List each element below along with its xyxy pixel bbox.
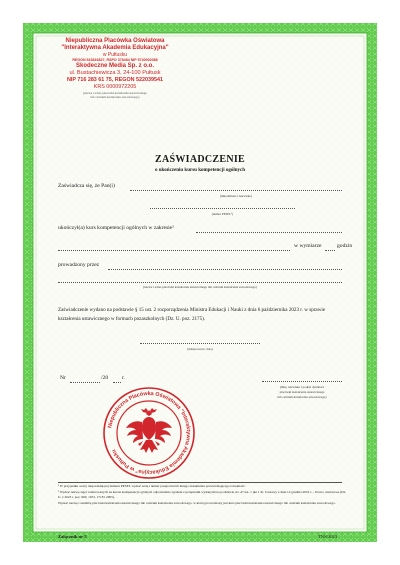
institution-caption: (nazwa i adres placówki kształcenia ustawicznego lub centrum kształcenia zawodowego) [143, 285, 257, 289]
number-suffix: r. [122, 375, 125, 381]
scope-line-1 [196, 232, 342, 233]
footnote-3: Wpisać nazwę i siedzibę placówki kształcenia ustawicznego lub centrum kształcenia zawodowego, w której prowadzony jest kurs placówki kształcenia ustawicznego lub centrum kształcenia zawodowego. [58, 501, 336, 505]
place-date-caption: (miejscowość, data) [187, 347, 213, 351]
seal-ring-text: Niepubliczna Placówka Oświatowa "Interaktywna Akademia Edukacyjna" w Pułtusku [107, 390, 192, 476]
hours-prefix: w wymiarze [294, 243, 322, 249]
institution-line-2 [58, 282, 342, 283]
pesel-caption: (numer PESEL¹) [211, 212, 234, 216]
hours-line [325, 250, 335, 251]
stamp-line-7: NIP 716 283 61 75, REGON 522039541 [66, 77, 164, 83]
stamp-line-6: ul. Bustachiewicza 3, 24-100 Pułtusk [69, 70, 161, 76]
footnote-1: ¹ W przypadku osoby nieposiadającej numeru PESEL wpisać serię i numer paszportu lub innego dokumentu potwierdzającego tożsamość. [58, 484, 246, 488]
year-line [113, 382, 121, 383]
footnote-divider [58, 482, 342, 483]
signature-line [262, 381, 342, 382]
number-year: /20 [101, 375, 109, 381]
scope-line-2 [58, 250, 290, 251]
legal-basis: Zaświadczenie wydano na podstawie § 15 ust. 2 rozporządzenia Ministra Edukacji i Nauki z dnia 6 października 2023 r. w sprawie kształcenia ustawicznego w formach pozaszkolnych (Dz. U. poz. 2175). [58, 307, 326, 322]
pesel-line [150, 208, 295, 209]
number-prefix: Nr [60, 375, 66, 381]
form-code: TNS/2023 [318, 534, 338, 539]
stamp-line-2: "Interaktywna Akademia Edukacyjna" [61, 45, 169, 51]
name-caption: (imię/imiona i nazwisko) [219, 194, 253, 198]
document-subtitle: o ukończeniu kursu kompetencji ogólnych [154, 168, 245, 173]
completed-label: ukończył(a) kurs kompetencji ogólnych w zakresie² [58, 225, 174, 231]
stamp-line-1: Niepubliczna Placówka Oświatowa [65, 38, 165, 44]
signature-caption-3: lub centrum kształcenia zawodowego) [277, 395, 327, 399]
place-date-line [140, 343, 260, 344]
stamp-line-8: KRS 0000972205 [93, 84, 137, 90]
round-seal-icon [102, 386, 196, 480]
stamp-line-5: Skodeczne Media Sp. z o.o. [75, 63, 154, 69]
hours-suffix: godzin [337, 243, 353, 249]
conducted-label: prowadzony przez [58, 262, 100, 268]
eagle-emblem-icon [126, 408, 172, 453]
number-line [70, 382, 100, 383]
signature-caption-1: (imię, nazwisko i podpis dyrektora [279, 385, 325, 389]
stamp-caption-2: lub centrum kształcenia zawodowego) [90, 95, 140, 99]
certify-label: Zaświadcza się, że Pan(i) [58, 183, 115, 189]
footnote-2: ² Wpisać nazwę zajęć realizowanych na kursie kompetencji ogólnych odpowiednio zgodnie z przepisami wydanymi na podstawie art. 47 ust. 1 pkt 1 lit. b ustawy z dnia 14 grudnia 2016 r. – Prawo oświatowe (Dz. U. z 2023 r. poz. 900, 1672, 1718 i 2005). [58, 490, 347, 499]
stamp-caption-1: (nazwa i adres placówki kształcenia ustawicznego [83, 91, 147, 95]
name-line [130, 190, 342, 191]
signature-caption-2: placówki kształcenia ustawicznego [279, 390, 325, 394]
document-title: ZAŚWIADCZENIE [154, 154, 246, 165]
annex-label: Załącznik nr 5 [58, 534, 87, 539]
stamp-line-4: REGON 523816827, RSPO 378484 NIP 5740002088 [72, 58, 158, 62]
institution-line-1 [108, 269, 342, 270]
stamp-line-3: w Pułtusku [102, 52, 128, 58]
